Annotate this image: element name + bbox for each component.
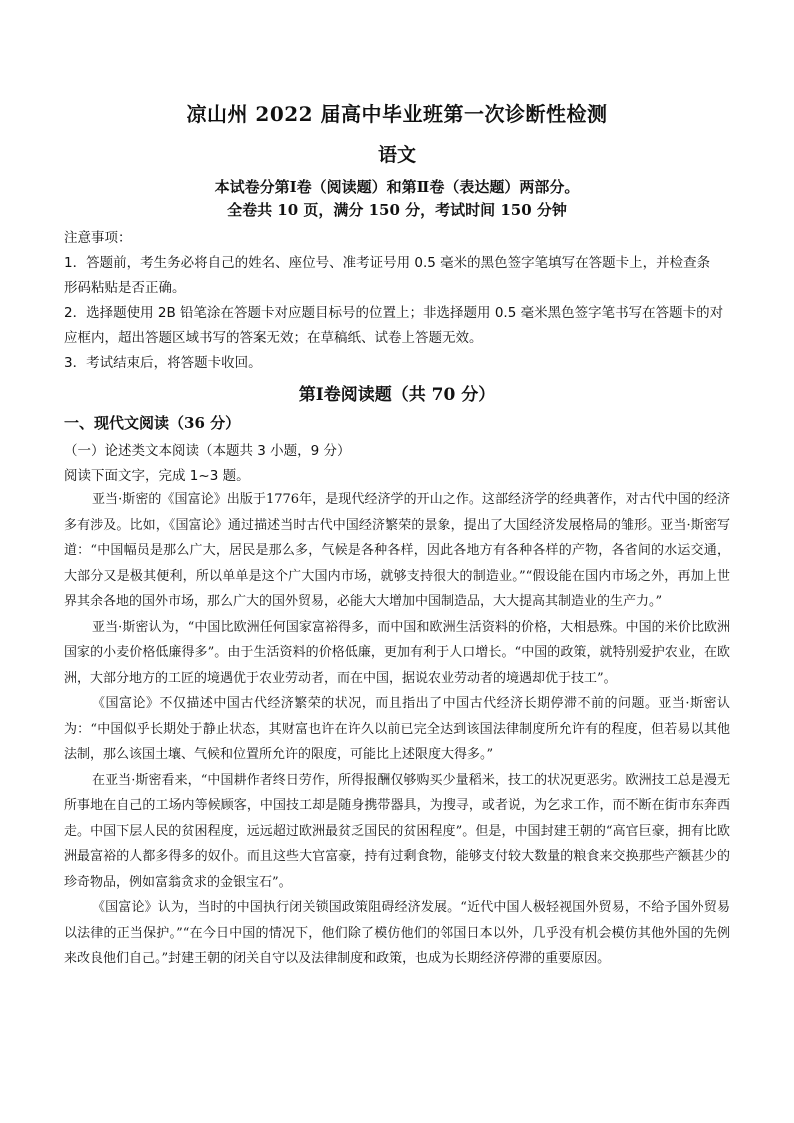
notice-item-2: 2．选择题使用 2B 铅笔涂在答题卡对应题目标号的位置上；非选择题用 0.5 毫米黑色签字笔书写在答题卡的对: [64, 305, 724, 321]
exam-subtitle-structure: 本试卷分第Ⅰ卷（阅读题）和第Ⅱ卷（表达题）两部分。: [214, 178, 580, 196]
reading-instruction: 阅读下面文字，完成 1~3 题。: [64, 468, 250, 484]
exam-title: 凉山州 2022 届高中毕业班第一次诊断性检测: [186, 102, 608, 126]
subsection-title: （一）论述类文本阅读（本题共 3 小题，9 分）: [64, 443, 351, 459]
exam-subtitle-time: 全卷共 10 页，满分 150 分，考试时间 150 分钟: [227, 201, 567, 219]
section-title: 一、现代文阅读（36 分）: [64, 414, 241, 432]
passage-paragraph: 在亚当·斯密看来，“中国耕作者终日劳作，所得报酬仅够购买少量稻米，技工的状况更恶劣。欧洲技工总是漫无所事地在自己的工场内等候顾客，中国技工却是随身携带器具，为搜寻，或者说，为乞求工作，而不断在街市东奔西走。中国下层人民的贫困程度，远远超过欧洲最贫乏国民的贫困程度”。但是，中国封建王朝的“高官巨豪，拥有比欧洲最富裕的人都多得多的奴仆。而且这些大官富豪，持有过剩食物，能够支付较大数量的粮食来交换那些产额甚少的珍奇物品，例如富翁贪求的金银宝石”。: [64, 772, 730, 890]
notice-heading: 注意事项：: [64, 230, 132, 246]
notice-item-1-cont: 形码粘贴是否正确。: [64, 280, 186, 296]
passage-paragraph: 《国富论》不仅描述中国古代经济繁荣的状况，而且指出了中国古代经济长期停滞不前的问题。亚当·斯密认为：“中国似乎长期处于静止状态，其财富也许在许久以前已完全达到该国法律制度所允许有的程度，但若易以其他法制，那么该国土壤、气候和位置所允许的限度，可能比上述限度大得多。”: [64, 696, 730, 762]
notice-item-1: 1．答题前，考生务必将自己的姓名、座位号、准考证号用 0.5 毫米的黑色签字笔填写在答题卡上，并检查条: [64, 255, 711, 271]
notice-item-2-cont: 应框内，超出答题区域书写的答案无效；在草稿纸、试卷上答题无效。: [64, 330, 483, 346]
subject-title: 语文: [377, 144, 416, 166]
notice-item-3: 3．考试结束后，将答题卡收回。: [64, 355, 262, 371]
passage-paragraph: 亚当·斯密的《国富论》出版于1776年，是现代经济学的开山之作。这部经济学的经典著作，对古代中国的经济多有涉及。比如，《国富论》通过描述当时古代中国经济繁荣的景象，提出了大国经济发展格局的雏形。亚当·斯密写道：“中国幅员是那么广大，居民是那么多，气候是各种各样，因此各地方有各种各样的产物，各省间的水运交通，大部分又是极其便利，所以单单是这个广大国内市场，就够支持很大的制造业。”“假设能在国内市场之外，再加上世界其余各地的国外市场，那么广大的国外贸易，必能大大增加中国制造品，大大提高其制造业的生产力。”: [64, 492, 730, 609]
passage-paragraph: 亚当·斯密认为，“中国比欧洲任何国家富裕得多，而中国和欧洲生活资料的价格，大相悬殊。中国的米价比欧洲国家的小麦价格低廉得多”。由于生活资料的价格低廉，更加有利于人口增长。“中国的政策，就特别爱护农业，在欧洲，大部分地方的工匠的境遇优于农业劳动者，而在中国，据说农业劳动者的境遇却优于技工”。: [64, 619, 730, 686]
part-title: 第Ⅰ卷阅读题（共 70 分）: [298, 385, 496, 405]
reading-passage: [64, 487, 730, 972]
passage-paragraph: 《国富论》认为，当时的中国执行闭关锁国政策阻碍经济发展。“近代中国人极轻视国外贸易，不给予国外贸易以法律的正当保护。”“在今日中国的情况下，他们除了模仿他们的邻国日本以外，几乎没有机会模仿其他外国的先例来改良他们自己。”封建王朝的闭关自守以及法律制度和政策，也成为长期经济停滞的重要原因。: [64, 900, 730, 966]
